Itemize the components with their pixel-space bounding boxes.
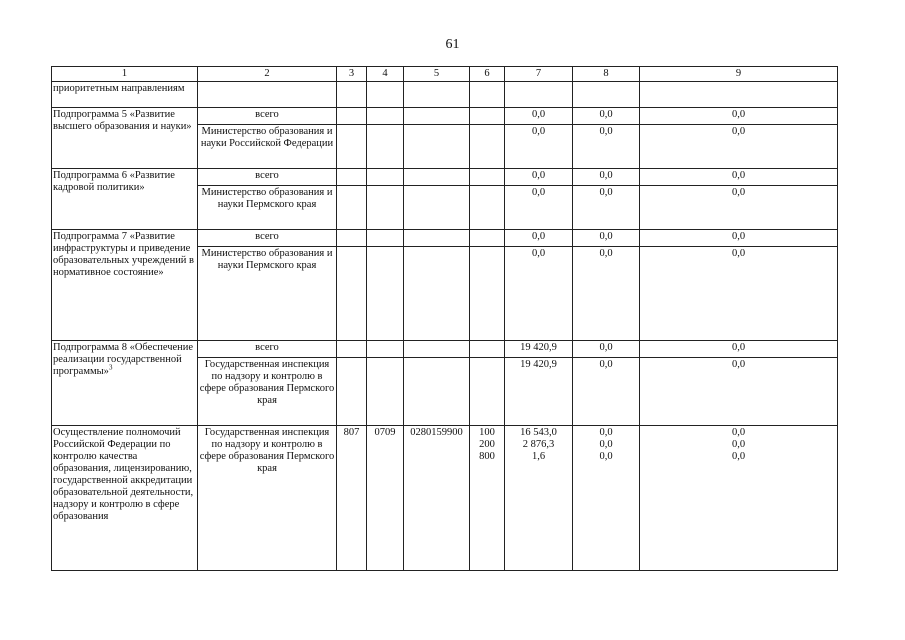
value-cell: 0,0: [573, 169, 640, 186]
value-cell: 0,0: [640, 358, 838, 426]
value-cell: 0,0: [599, 439, 613, 450]
value-cell: 0,0: [505, 108, 573, 125]
value-cell: 0,0: [573, 358, 640, 426]
header-cell: 8: [573, 67, 640, 82]
expense-type: 100: [479, 427, 495, 438]
value-cell: 0,0: [599, 451, 613, 462]
funding-source: всего: [198, 169, 337, 186]
value-cell: 0,0: [573, 230, 640, 247]
value-cell: 0,0: [640, 230, 838, 247]
value-cell: 0,0: [599, 427, 613, 438]
value-cell: 0,0: [640, 125, 838, 169]
row-label: приоритетным направлениям: [52, 82, 198, 108]
subprogram-6-title: Подпрограмма 6 «Развитие кадровой политики»: [52, 169, 198, 230]
header-cell: 2: [198, 67, 337, 82]
value-cell: 0,0: [505, 186, 573, 230]
ministry-code: 807: [337, 426, 367, 571]
expense-type: 800: [479, 451, 495, 462]
target-code: 0280159900: [404, 426, 470, 571]
value-cell: 0,0: [573, 247, 640, 341]
funding-source: Министерство образования и науки Пермского края: [198, 186, 337, 230]
values-col9: [640, 426, 838, 571]
table-row: [52, 169, 838, 186]
header-cell: 1: [52, 67, 198, 82]
funding-source: всего: [198, 341, 337, 358]
table-row: [52, 82, 838, 108]
value-cell: 0,0: [640, 247, 838, 341]
subprogram-8-title-text: Подпрограмма 8 «Обеспечение реализации государственной программы»: [53, 342, 194, 377]
values-col8: [573, 426, 640, 571]
value-cell: 0,0: [505, 230, 573, 247]
funding-source: Государственная инспекция по надзору и контролю в сфере образования Пермского края: [198, 426, 337, 571]
funding-source: всего: [198, 230, 337, 247]
table-row: [52, 108, 838, 125]
table-row: [52, 341, 838, 358]
subprogram-5-title: Подпрограмма 5 «Развитие высшего образования и науки»: [52, 108, 198, 169]
budget-table: [51, 66, 838, 571]
value-cell: 2 876,3: [522, 439, 555, 450]
header-cell: 3: [337, 67, 367, 82]
value-cell: 0,0: [505, 169, 573, 186]
table-row: [52, 426, 838, 571]
value-cell: 0,0: [505, 247, 573, 341]
page-number: 61: [445, 37, 460, 52]
funding-source: Министерство образования и науки Российской Федерации: [198, 125, 337, 169]
value-cell: 0,0: [573, 125, 640, 169]
value-cell: 0,0: [640, 108, 838, 125]
header-cell: 9: [640, 67, 838, 82]
value-cell: 1,6: [531, 451, 546, 462]
value-cell: 0,0: [640, 169, 838, 186]
expense-type: 200: [479, 439, 495, 450]
value-cell: 19 420,9: [505, 358, 573, 426]
expense-type-codes: [470, 426, 505, 571]
subprogram-7-title: Подпрограмма 7 «Развитие инфраструктуры и приведение образовательных учреждений в нормативное состояние»: [52, 230, 198, 341]
header-cell: 7: [505, 67, 573, 82]
value-cell: 0,0: [640, 341, 838, 358]
header-cell: 4: [367, 67, 404, 82]
value-cell: 0,0: [573, 108, 640, 125]
value-cell: 0,0: [731, 439, 746, 450]
value-cell: 19 420,9: [505, 341, 573, 358]
value-cell: 0,0: [573, 341, 640, 358]
value-cell: 0,0: [505, 125, 573, 169]
section-code: 0709: [367, 426, 404, 571]
value-cell: 0,0: [573, 186, 640, 230]
header-cell: 5: [404, 67, 470, 82]
funding-source: Государственная инспекция по надзору и контролю в сфере образования Пермского края: [198, 358, 337, 426]
funding-source: Министерство образования и науки Пермского края: [198, 247, 337, 341]
header-row: [52, 67, 838, 82]
footnote-mark: 3: [108, 363, 113, 372]
value-cell: 16 543,0: [520, 427, 557, 438]
subprogram-8-title: [52, 341, 198, 426]
value-cell: 0,0: [640, 186, 838, 230]
funding-source: всего: [198, 108, 337, 125]
value-cell: 0,0: [731, 427, 746, 438]
activity-description: Осуществление полномочий Российской Федерации по контролю качества образования, лицензированию, государственной аккредитации образовательной деятельности, надзору и контролю в сфере образования: [52, 426, 198, 571]
value-cell: 0,0: [731, 451, 746, 462]
values-2019: [505, 426, 573, 571]
header-cell: 6: [470, 67, 505, 82]
table-row: [52, 230, 838, 247]
